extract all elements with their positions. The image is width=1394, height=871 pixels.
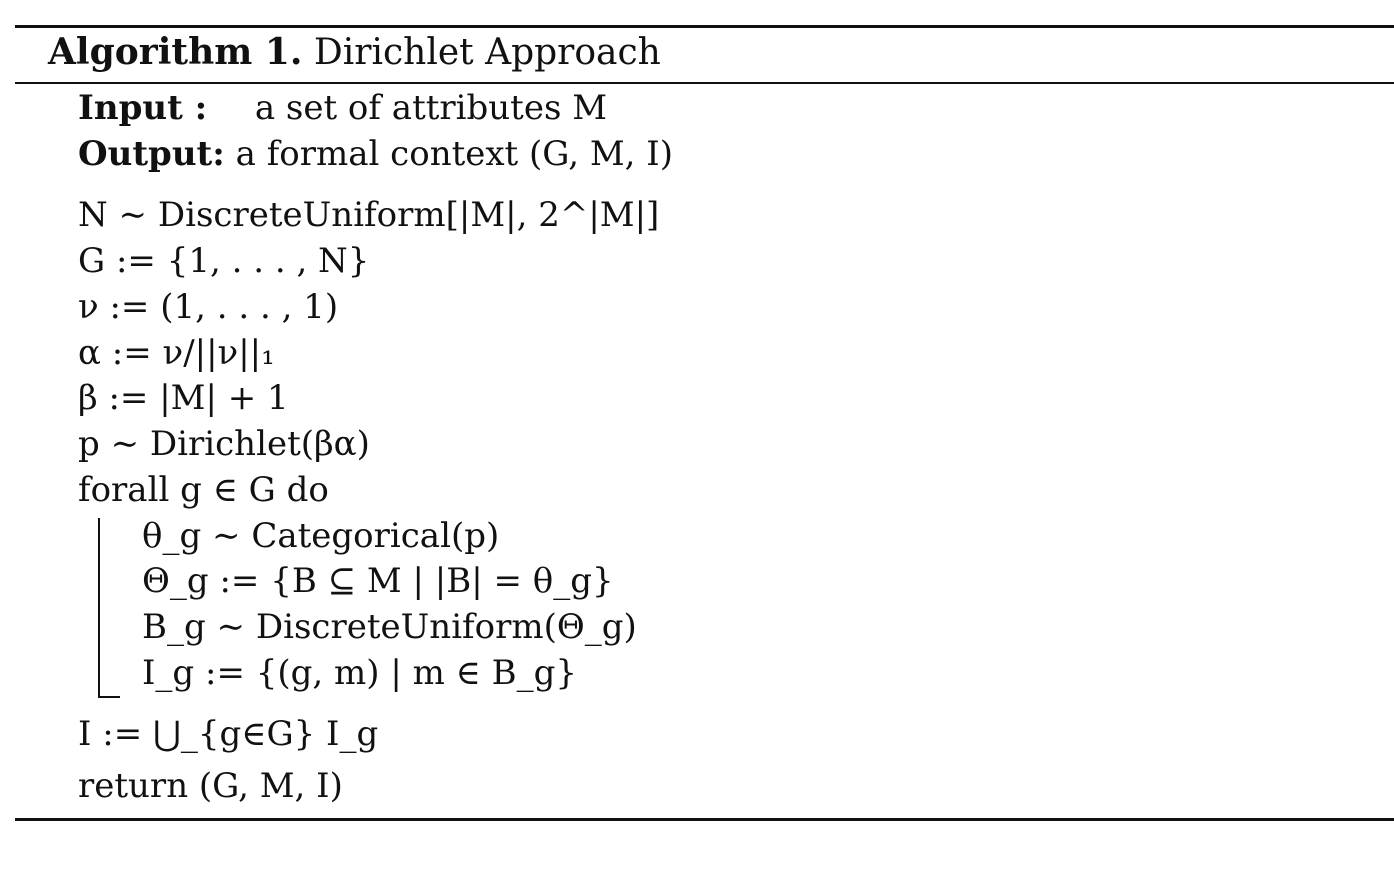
line-code: I_g := {(g, m) | m ∈ B_g} — [142, 653, 578, 693]
bottom-rule — [15, 818, 1394, 821]
line-code: G := {1, . . . , N} — [78, 241, 370, 281]
line-code: I := ⋃_{g∈G} I_g — [78, 714, 379, 754]
loop-bar — [98, 518, 100, 698]
line-code: Θ_g := {B ⊆ M | |B| = θ_g} — [142, 561, 614, 601]
input-label: Input : — [78, 88, 208, 128]
algorithm-label: Algorithm 1. — [48, 31, 303, 73]
output-text: a formal context (G, M, I) — [235, 134, 673, 174]
algorithm-caption — [48, 29, 661, 76]
line-code: p ∼ Dirichlet(βα) — [78, 424, 370, 464]
line-code: B_g ∼ DiscreteUniform(Θ_g) — [142, 607, 637, 647]
input-line — [78, 88, 607, 128]
top-rule — [15, 25, 1394, 28]
line-code: α := ν/||ν||₁ — [78, 333, 275, 373]
caption-rule — [15, 82, 1394, 84]
line-code: N ∼ DiscreteUniform[|M|, 2^|M|] — [78, 195, 660, 235]
input-text: a set of attributes M — [254, 88, 608, 128]
line-code: forall g ∈ G do — [78, 470, 329, 510]
line-code: ν := (1, . . . , 1) — [78, 287, 339, 327]
loop-bar-foot — [98, 696, 120, 698]
output-label: Output: — [78, 134, 225, 174]
line-code: return (G, M, I) — [78, 766, 343, 806]
output-line — [78, 134, 673, 174]
algorithm-title: Dirichlet Approach — [313, 32, 661, 73]
line-code: β := |M| + 1 — [78, 378, 289, 418]
line-code: θ_g ∼ Categorical(p) — [142, 516, 500, 556]
